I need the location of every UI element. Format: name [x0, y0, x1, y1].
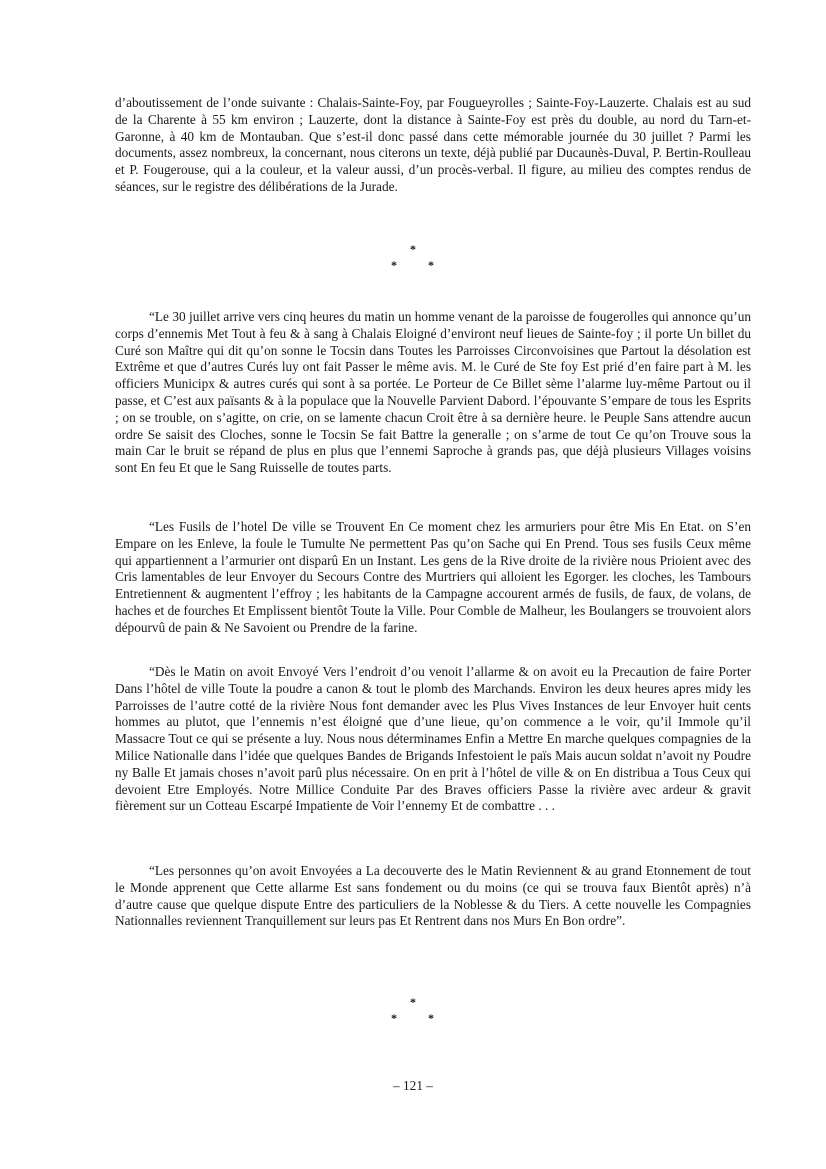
asterisk-left: * [391, 258, 397, 272]
quote-paragraph-1: “Le 30 juillet arrive vers cinq heures du matin un homme venant de la paroisse de fougerolles qui annonce qu’un corps d’ennemis Met Tout à feu & à sang à Chalais Eloigné d’environt neuf lieues de Sainte-foy ; il porte Un billet du Curé son Maître qui dit qu’on sonne le Tocsin dans Toutes les Parroisses Circonvoisines que Partout la désolation est Extrême et que d’autres Curés luy ont fait Passer le même avis. M. le Curé de Ste foy Est prié d’en faire part à M. les officiers Municipx & autres curés qui sont à sa portée. Le Porteur de Ce Billet sème l’alarme luy-même Partout ou il passe, et C’est aux païsants & à la populace que la Nouvelle Parvient Dabord. l’épouvante S’empare de tous les Esprits ; on se trouble, on s’agitte, on crie, on se lamente chacun Croit être à sa dernière heure. le Peuple Sans attendre aucun ordre Se saisit des Cloches, sonne le Tocsin Se fait Battre la generalle ; on s’arme de tout Ce qu’on Trouve sous la main Car le bruit se répand de plus en plus que l’ennemi Saproche à grands pas, que déjà plusieurs Villages voisins sont En feu Et que le Sang Ruisselle de toutes parts. [115, 309, 751, 476]
asterisk-right: * [428, 258, 434, 272]
asterisk-left: * [391, 1011, 397, 1025]
page-number: – 121 – [393, 1078, 433, 1093]
asterisk-top: * [410, 242, 416, 256]
closing-separator-asterism [375, 997, 455, 1027]
paragraph-intro: d’aboutissement de l’onde suivante : Chalais-Sainte-Foy, par Fougueyrolles ; Sainte-Foy-Lauzerte. Chalais est au sud de la Charente à 55 km environ ; Lauzerte, dont la distance à Sainte-Foy est près du double, au nord du Tarn-et-Garonne, à 40 km de Montauban. Que s’est-il donc passé dans cette mémorable journée du 30 juillet ? Parmi les documents, assez nombreux, la concernant, nous citerons un texte, déjà publié par Ducaunès-Duval, P. Bertin-Roulleau et P. Fougerouse, qui a la couleur, et la valeur aussi, d’un procès-verbal. Il figure, au milieu des comptes rendus de séances, sur le registre des délibérations de la Jurade. [115, 95, 751, 194]
quote-paragraph-2: “Les Fusils de l’hotel De ville se Trouvent En Ce moment chez les armuriers pour être Mis En Etat. on S’en Empare on les Enleve, la foule le Tumulte Ne permettent Pas qu’on Sache qui En Prend. Tous ses fusils Ceux même qui appartiennent a l’armurier ont disparû En un Instant. Les gens de la Rive droite de la rivière nous Prioient avec des Cris lamentables de leur Envoyer du Secours Contre des Murtriers qui alloient les Egorger. les cloches, les Tambours Entretiennent & augmentent l’effroy ; les habitants de la Campagne accourent armés de fusils, de faux, de volans, de haches et de fourches Et Emplissent bientôt Toute la Ville. Pour Comble de Malheur, les Boulangers se trouvoient alors dépourvû de pain & Ne Savoient ou Prendre de la farine. [115, 519, 751, 635]
asterisk-top: * [410, 995, 416, 1009]
section-separator-asterism [375, 244, 455, 274]
quote-paragraph-3: “Dès le Matin on avoit Envoyé Vers l’endroit d’ou venoit l’allarme & on avoit eu la Precaution de faire Porter Dans l’hôtel de ville Toute la poudre a canon & tout le plomb des Marchands. Environ les deux heures apres midy les Parroisses de l’autre cotté de la rivière Nous font demander avec les Plus Vives Instances de leur Envoyer huit cents hommes au plutot, que l’ennemis n’est éloigné que d’une lieue, qu’on commence a le voir, qu’il Immole qu’il Massacre Tout ce qui se présente a luy. Nous nous déterminames Enfin a Mettre En marche quelques compagnies de la Milice Nationalle dans l’idée que quelques Bandes de Brigands Infestoient le païs Mais aucun soldat n’avoit ny Poudre ny Balle Et jamais choses n’avoit parû plus nécessaire. On en prit à l’hôtel de ville & on En distribua a Tous Ceux qui devoient Etre Employés. Notre Millice Conduite Par des Braves officiers Passe la rivière avec ardeur & gravit fièrement sur un Cotteau Escarpé Impatiente de Voir l’ennemy Et de combattre . . . [115, 664, 751, 814]
asterisk-right: * [428, 1011, 434, 1025]
quote-paragraph-4: “Les personnes qu’on avoit Envoyées a La decouverte des le Matin Reviennent & au grand Etonnement de tout le Monde apprenent que Cette allarme Est sans fondement ou du moins (ce qui se trouva faux Bientôt après) n’à d’autre cause que quelque dispute Entre des particuliers de la Noblesse & du Tiers. A cette nouvelle les Compagnies Nationnalles reviennent Tranquillement sur leurs pas Et Rentrent dans nos Murs En Bon ordre”. [115, 863, 751, 929]
